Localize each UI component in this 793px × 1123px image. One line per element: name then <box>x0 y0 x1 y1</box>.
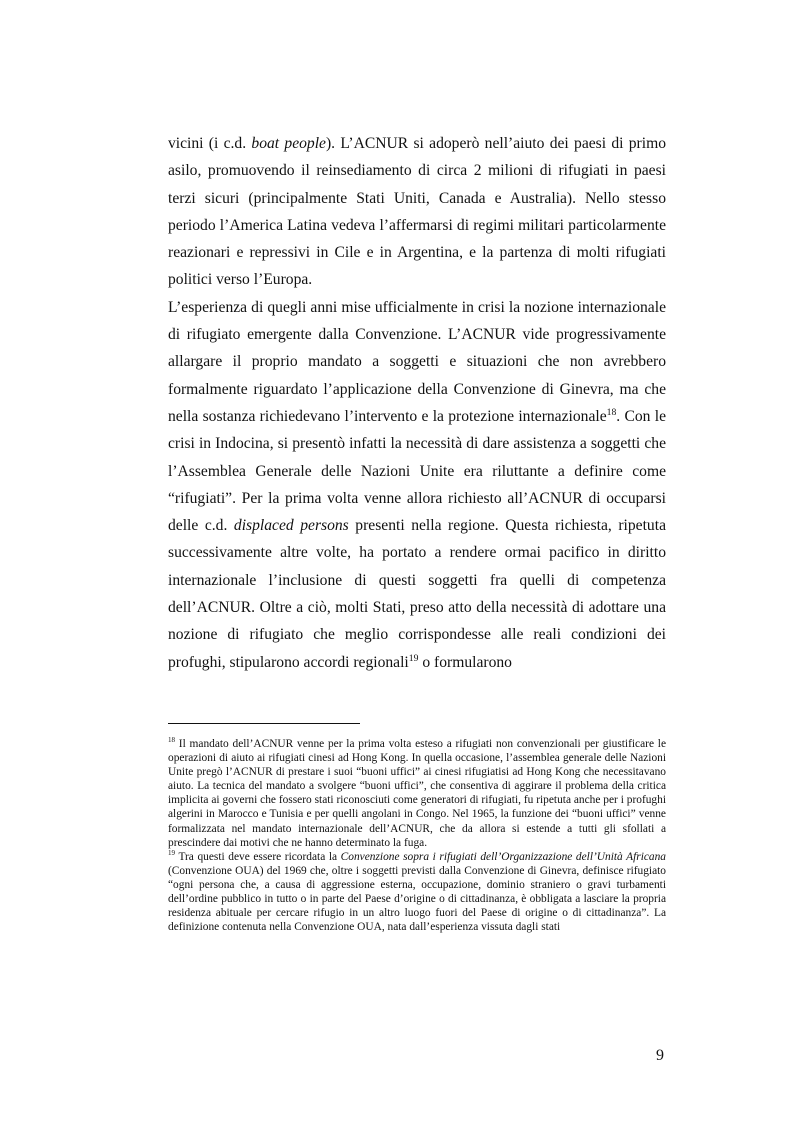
emphasis-boat-people: boat people <box>251 135 326 152</box>
paragraph-2 <box>168 294 666 676</box>
paragraph-2-text-a: L’esperienza di quegli anni mise ufficialmente in crisi la nozione internazionale di rifugiato emergente dalla Convenzione. L’ACNUR vide progressivamente allargare il proprio mandato a soggetti e situazioni che non avrebbero formalmente riguardato l’applicazione della Convenzione di Ginevra, ma che nella sostanza richiedevano l’intervento e la protezione internazionale <box>168 298 666 425</box>
paragraph-2-text-d: o formularono <box>418 653 512 671</box>
paragraph-2-text-c: presenti nella regione. Questa richiesta, ripetuta successivamente altre volte, ha portato a rendere ormai pacifico in diritto internazionale l’inclusione di questi soggetti fra quelli di competenza dell’ACNUR. Oltre a ciò, molti Stati, preso atto della necessità di adottare una nozione di rifugiato che meglio corrispondesse alle reali condizioni dei profughi, stipularono accordi regionali <box>168 517 666 671</box>
footnote-18-text: Il mandato dell’ACNUR venne per la prima volta esteso a rifugiati non convenzionali per giustificare le operazioni di aiuto ai rifugiati cinesi ad Hong Kong. In quella occasione, l’assemblea generale delle Nazioni Unite pregò l’ACNUR di prestare i suoi “buoni uffici” ai cinesi rifugiatisi ad Hong Kong che necessitavano aiuto. La tecnica del mandato a svolgere “buoni uffici”, che consentiva di aggirare il problema della critica implicita ai governi che fossero stati riconosciuti come generatori di rifugiati, fu ripetuta anche per i profughi algerini in Marocco e Tunisia e per quelli angolani in Congo. Nel 1965, la funzione dei “buoni uffici” venne formalizzata nel mandato internazionale dell’ACNUR, che da allora si estende a tutti gli sfollati a prescindere dai motivi che ne hanno determinato la fuga. <box>168 738 666 849</box>
footnote-18 <box>168 737 666 850</box>
paragraph-1-text-b: ). L’ACNUR si adoperò nell’aiuto dei paesi di primo asilo, promuovendo il reinsediamento di circa 2 milioni di rifugiati in paesi terzi sicuri (principalmente Stati Uniti, Canada e Australia). Nello stesso periodo l’America Latina vedeva l’affermarsi di regimi militari particolarmente reazionari e repressivi in Cile e in Argentina, e la partenza di molti rifugiati politici verso l’Europa. <box>168 135 667 289</box>
paragraph-1 <box>168 130 666 294</box>
footnote-separator <box>168 723 360 724</box>
footnote-18-number: 18 <box>168 736 176 745</box>
footnote-19-number: 19 <box>168 848 176 857</box>
paragraph-2-text-b: . Con le crisi in Indocina, si presentò infatti la necessità di dare assistenza a soggetti che l’Assemblea Generale delle Nazioni Unite era riluttante a definire come “rifugiati”. Per la prima volta venne allora richiesto all’ACNUR di occuparsi delle c.d. <box>168 407 666 535</box>
footnote-19 <box>168 850 666 935</box>
body-text <box>168 130 666 676</box>
page-number: 9 <box>656 1047 664 1064</box>
emphasis-displaced-persons: displaced persons <box>233 517 349 535</box>
footnote-19-text-b: (Convenzione OUA) del 1969 che, oltre i soggetti previsti dalla Convenzione di Ginevra, definisce rifugiato “ogni persona che, a causa di aggressione esterna, occupazione, dominio straniero o gravi turbamenti dell’ordine pubblico in tutto o in parte del Paese d’origine o di cittadinanza, è obbligata a lasciare la propria residenza abituale per cercare rifugio in un altro luogo fuori del Paese di origine o di cittadinanza”. La definizione contenuta nella Convenzione OUA, nata dall’esperienza vissuta dagli stati <box>168 864 666 934</box>
footnote-ref-18[interactable]: 18 <box>606 406 617 418</box>
footnote-ref-19[interactable]: 19 <box>408 652 419 664</box>
footnotes <box>168 737 666 934</box>
footnote-19-emphasis: Convenzione sopra i rifugiati dell’Organizzazione dell’Unità Africana <box>340 850 666 863</box>
footnote-19-text-a: Tra questi deve essere ricordata la <box>175 850 341 863</box>
paragraph-1-text-a: vicini (i c.d. <box>168 135 252 152</box>
